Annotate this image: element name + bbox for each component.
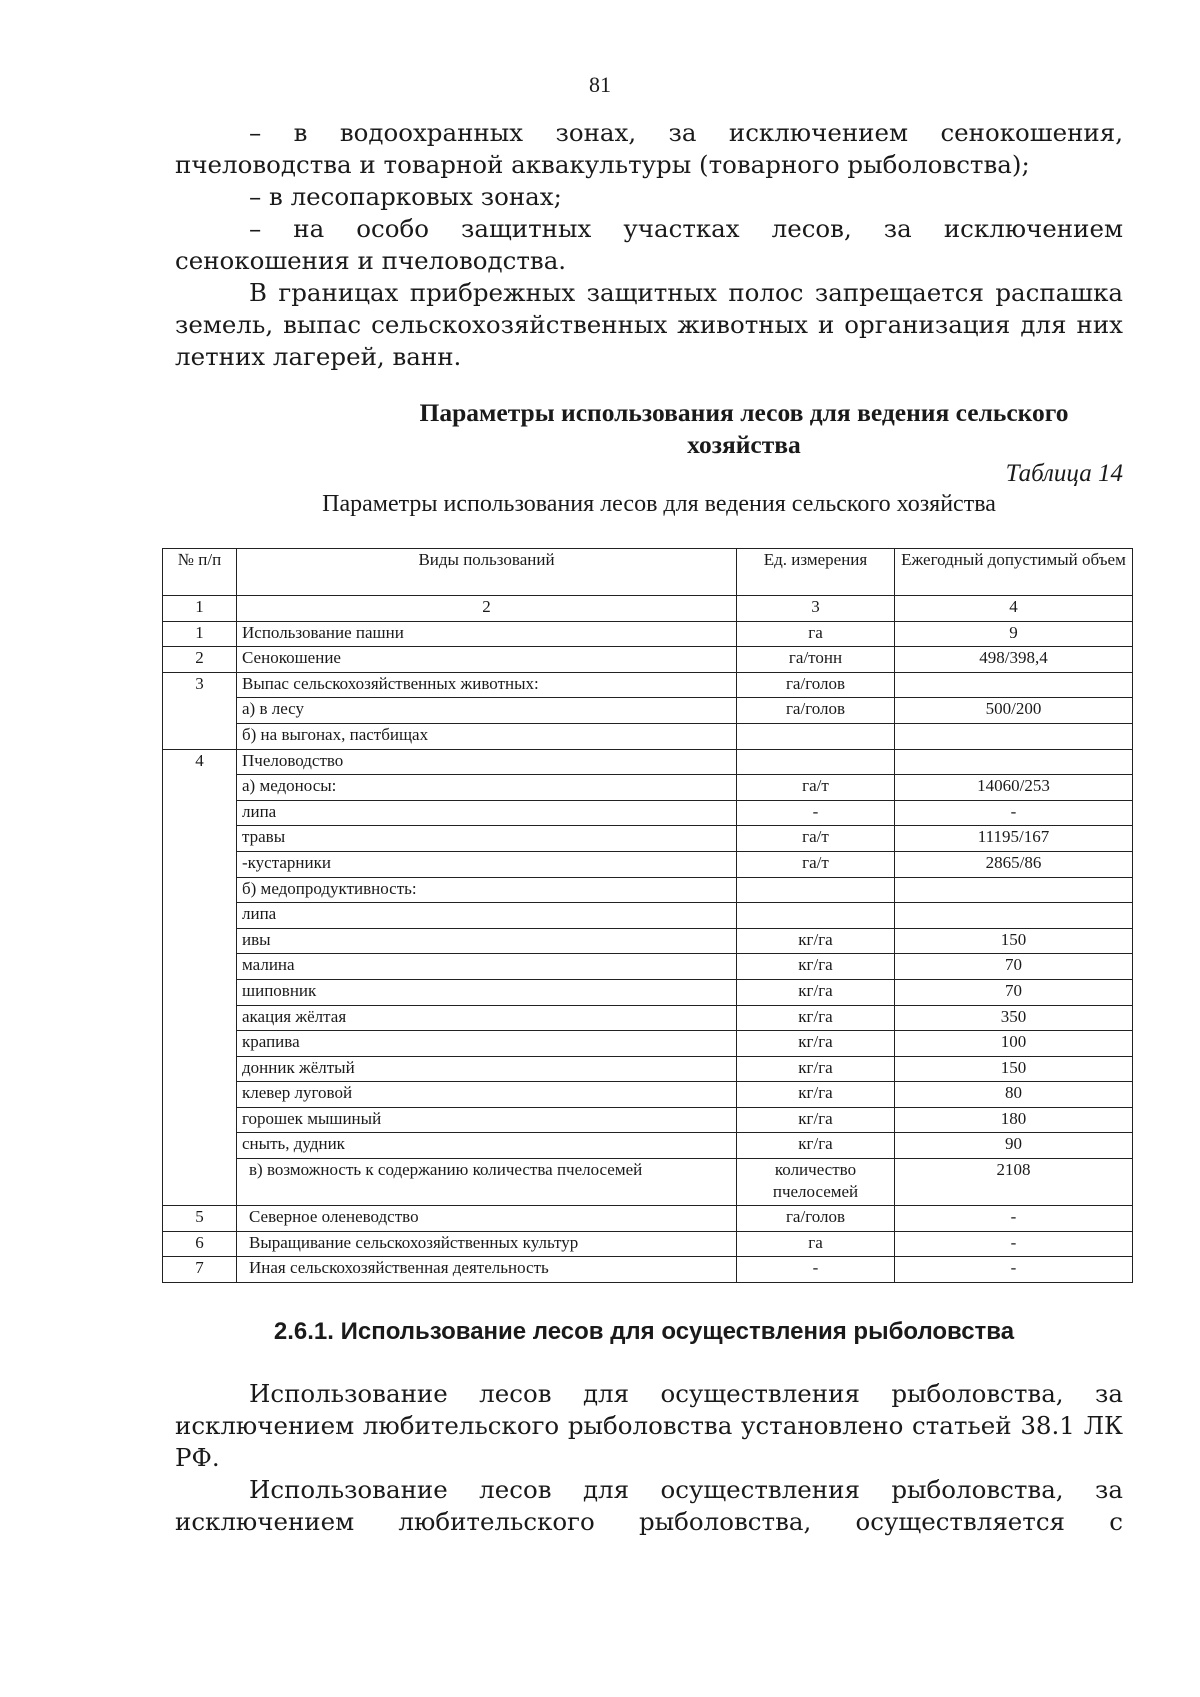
header-volume: Ежегодный допустимый объем — [895, 549, 1133, 596]
annual-volume: - — [895, 1257, 1133, 1283]
table-row — [163, 672, 1133, 698]
annual-volume: 180 — [895, 1107, 1133, 1133]
usage-name: Северное оленеводство — [237, 1206, 737, 1232]
usage-name: шиповник — [237, 979, 737, 1005]
unit — [737, 903, 895, 929]
usage-name: в) возможность к содержанию количества пчелосемей — [237, 1159, 737, 1206]
table-header-row — [163, 549, 1133, 596]
paragraph: – на особо защитных участках лесов, за исключением сенокошения и пчеловодства. — [175, 214, 1123, 275]
annual-volume — [895, 903, 1133, 929]
unit — [737, 723, 895, 749]
annual-volume: 150 — [895, 1056, 1133, 1082]
unit: кг/га — [737, 1056, 895, 1082]
intro-text — [175, 117, 1123, 373]
table-row — [163, 928, 1133, 954]
table-row — [163, 1206, 1133, 1232]
annual-volume: 350 — [895, 1005, 1133, 1031]
annual-volume: - — [895, 800, 1133, 826]
unit: га/голов — [737, 698, 895, 724]
row-number: 4 — [163, 749, 237, 1206]
usage-name: донник жёлтый — [237, 1056, 737, 1082]
unit: кг/га — [737, 1031, 895, 1057]
usage-name: крапива — [237, 1031, 737, 1057]
table-row — [163, 903, 1133, 929]
usage-name: б) медопродуктивность: — [237, 877, 737, 903]
unit: - — [737, 1257, 895, 1283]
table-row — [163, 954, 1133, 980]
table-row — [163, 1005, 1133, 1031]
annual-volume: 150 — [895, 928, 1133, 954]
annual-volume — [895, 877, 1133, 903]
usage-name: ивы — [237, 928, 737, 954]
annual-volume — [895, 749, 1133, 775]
table-row — [163, 826, 1133, 852]
usage-name: Использование пашни — [237, 621, 737, 647]
unit: га/голов — [737, 672, 895, 698]
unit: га/тонн — [737, 647, 895, 673]
row-number: 6 — [163, 1231, 237, 1257]
annual-volume: 70 — [895, 979, 1133, 1005]
table-row — [163, 1257, 1133, 1283]
usage-name: Выращивание сельскохозяйственных культур — [237, 1231, 737, 1257]
table-row — [163, 851, 1133, 877]
usage-name: акация жёлтая — [237, 1005, 737, 1031]
table-row — [163, 1056, 1133, 1082]
row-number: 1 — [163, 621, 237, 647]
unit: кг/га — [737, 928, 895, 954]
paragraph: Использование лесов для осуществления рыболовства, за исключением любительского рыболовства установлено статьей 38.1 ЛК РФ. — [175, 1379, 1123, 1472]
paragraph: – в лесопарковых зонах; — [249, 182, 562, 211]
usage-name: горошек мышиный — [237, 1107, 737, 1133]
parameters-table — [162, 548, 1133, 1283]
unit: кг/га — [737, 1082, 895, 1108]
col-number: 2 — [237, 596, 737, 622]
unit: кг/га — [737, 979, 895, 1005]
column-number-row — [163, 596, 1133, 622]
header-unit: Ед. измерения — [737, 549, 895, 596]
unit: га — [737, 621, 895, 647]
annual-volume: 498/398,4 — [895, 647, 1133, 673]
usage-name: а) медоносы: — [237, 775, 737, 801]
unit: кг/га — [737, 1107, 895, 1133]
table-row — [163, 877, 1133, 903]
paragraph: – в водоохранных зонах, за исключением сенокошения, пчеловодства и товарной аквакультуры (товарного рыболовства); — [175, 118, 1123, 179]
table-row — [163, 723, 1133, 749]
usage-name: малина — [237, 954, 737, 980]
unit: га/т — [737, 851, 895, 877]
usage-name: Иная сельскохозяйственная деятельность — [237, 1257, 737, 1283]
row-number: 2 — [163, 647, 237, 673]
paragraph: В границах прибрежных защитных полос запрещается распашка земель, выпас сельскохозяйственных животных и организация для них летних лагерей, ванн. — [175, 278, 1123, 371]
row-number: 7 — [163, 1257, 237, 1283]
unit: кг/га — [737, 1133, 895, 1159]
row-number: 3 — [163, 672, 237, 749]
outro-text — [175, 1378, 1123, 1538]
usage-name: сныть, дудник — [237, 1133, 737, 1159]
usage-name: -кустарники — [237, 851, 737, 877]
table-row — [163, 1107, 1133, 1133]
header-usage: Виды пользований — [237, 549, 737, 596]
annual-volume: 2865/86 — [895, 851, 1133, 877]
table-row — [163, 800, 1133, 826]
table-row — [163, 1159, 1133, 1206]
subsection-heading: 2.6.1. Использование лесов для осуществления рыболовства — [273, 1318, 1015, 1345]
paragraph: Использование лесов для осуществления рыболовства, за исключением любительского рыболовства, осуществляется с — [175, 1475, 1123, 1536]
usage-name: Выпас сельскохозяйственных животных: — [237, 672, 737, 698]
usage-name: Сенокошение — [237, 647, 737, 673]
unit — [737, 877, 895, 903]
annual-volume: 9 — [895, 621, 1133, 647]
table-row — [163, 621, 1133, 647]
table-caption: Параметры использования лесов для ведения сельского хозяйства — [322, 491, 996, 517]
table-row — [163, 698, 1133, 724]
table-label: Таблица 14 — [1005, 460, 1123, 487]
table-row — [163, 979, 1133, 1005]
table-row — [163, 749, 1133, 775]
table-row — [163, 1082, 1133, 1108]
usage-name: травы — [237, 826, 737, 852]
usage-name: а) в лесу — [237, 698, 737, 724]
unit: га — [737, 1231, 895, 1257]
col-number: 1 — [163, 596, 237, 622]
unit: га/голов — [737, 1206, 895, 1232]
table-row — [163, 1031, 1133, 1057]
annual-volume: 100 — [895, 1031, 1133, 1057]
unit: га/т — [737, 826, 895, 852]
unit: кг/га — [737, 954, 895, 980]
page-number: 81 — [589, 72, 611, 97]
table-row — [163, 1133, 1133, 1159]
usage-name: липа — [237, 800, 737, 826]
annual-volume: 11195/167 — [895, 826, 1133, 852]
section-heading: Параметры использования лесов для ведения сельского хозяйства — [419, 398, 1069, 459]
annual-volume — [895, 723, 1133, 749]
usage-name: Пчеловодство — [237, 749, 737, 775]
table-row — [163, 1231, 1133, 1257]
unit: - — [737, 800, 895, 826]
usage-name: липа — [237, 903, 737, 929]
usage-name: клевер луговой — [237, 1082, 737, 1108]
header-num: № п/п — [163, 549, 237, 596]
table-row — [163, 647, 1133, 673]
row-number: 5 — [163, 1206, 237, 1232]
annual-volume: 90 — [895, 1133, 1133, 1159]
annual-volume: 80 — [895, 1082, 1133, 1108]
unit: количество пчелосемей — [737, 1159, 895, 1206]
annual-volume — [895, 672, 1133, 698]
col-number: 3 — [737, 596, 895, 622]
unit: га/т — [737, 775, 895, 801]
col-number: 4 — [895, 596, 1133, 622]
annual-volume: - — [895, 1206, 1133, 1232]
annual-volume: 500/200 — [895, 698, 1133, 724]
annual-volume: - — [895, 1231, 1133, 1257]
table-row — [163, 775, 1133, 801]
annual-volume: 70 — [895, 954, 1133, 980]
usage-name: б) на выгонах, пастбищах — [237, 723, 737, 749]
annual-volume: 2108 — [895, 1159, 1133, 1206]
unit: кг/га — [737, 1005, 895, 1031]
annual-volume: 14060/253 — [895, 775, 1133, 801]
unit — [737, 749, 895, 775]
